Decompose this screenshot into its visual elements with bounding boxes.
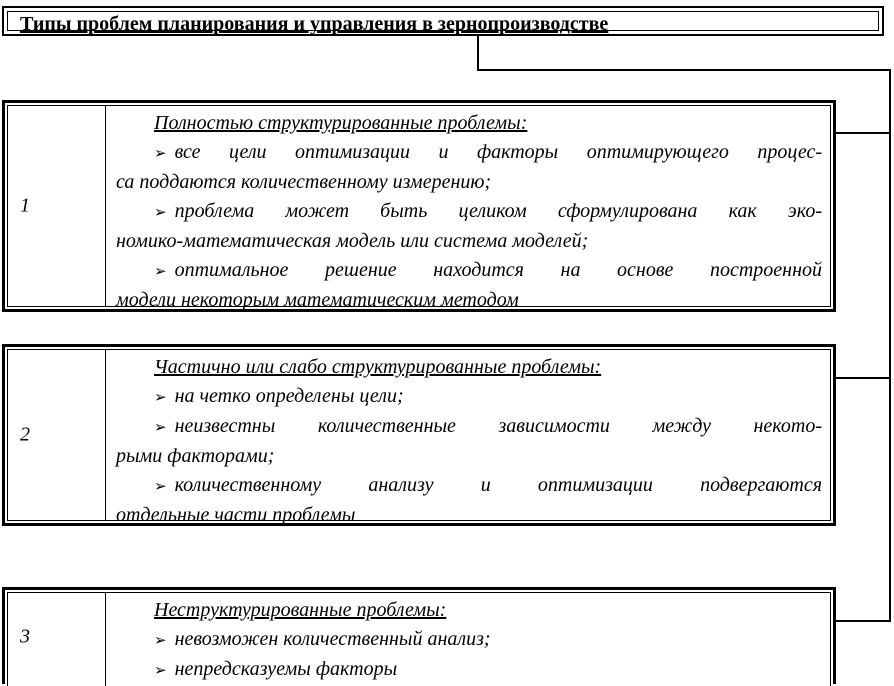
list-item-continuation: рыми факторами; xyxy=(116,445,275,467)
arrow-bullet-icon: ➢ xyxy=(154,144,167,162)
list-item: ➢ количественному анализу и оптимизации подвергаются xyxy=(154,474,822,496)
block-number: 2 xyxy=(20,423,30,446)
block-heading: Частично или слабо структурированные проблемы: xyxy=(154,356,602,378)
problem-type-block-2 xyxy=(2,344,836,526)
block-heading: Полностью структурированные проблемы: xyxy=(154,112,528,134)
title-box xyxy=(2,6,884,36)
list-item-continuation: номико-математическая модель или система моделей; xyxy=(116,230,589,252)
list-item-continuation: модели некоторым математическим методом xyxy=(116,289,519,311)
list-item: ➢ на четко определены цели; xyxy=(154,385,404,407)
connector-line xyxy=(836,620,891,622)
list-item: ➢ неизвестны количественные зависимости между некото- xyxy=(154,415,822,437)
connector-line xyxy=(836,377,891,379)
list-item: ➢ все цели оптимизации и факторы оптимирующего процес- xyxy=(154,141,822,163)
block-content xyxy=(116,353,822,530)
problem-type-block-3 xyxy=(2,587,836,684)
arrow-bullet-icon: ➢ xyxy=(154,477,167,495)
title-inner-frame xyxy=(7,11,879,35)
block-inner-frame xyxy=(7,105,831,311)
problem-type-block-1 xyxy=(2,100,836,312)
number-cell xyxy=(8,350,106,520)
connector-line xyxy=(477,36,479,71)
number-cell xyxy=(8,106,106,306)
arrow-bullet-icon: ➢ xyxy=(154,388,167,406)
connector-line xyxy=(889,69,891,622)
list-item-continuation: отдельные части проблемы xyxy=(116,504,356,526)
number-cell xyxy=(8,593,106,686)
arrow-bullet-icon: ➢ xyxy=(154,262,167,280)
arrow-bullet-icon: ➢ xyxy=(154,631,167,649)
block-number: 3 xyxy=(20,625,30,648)
list-item: ➢ оптимальное решение находится на основе построенной xyxy=(154,259,822,281)
list-item: ➢ проблема может быть целиком сформулирована как эко- xyxy=(154,200,822,222)
arrow-bullet-icon: ➢ xyxy=(154,203,167,221)
connector-line xyxy=(477,69,891,71)
arrow-bullet-icon: ➢ xyxy=(154,418,167,436)
block-number: 1 xyxy=(20,194,30,217)
block-content xyxy=(116,109,822,315)
arrow-bullet-icon: ➢ xyxy=(154,661,167,679)
list-item: ➢ невозможен количественный анализ; xyxy=(154,628,491,650)
diagram-title: Типы проблем планирования и управления в зернопроизводстве xyxy=(20,13,609,35)
block-inner-frame xyxy=(7,592,831,686)
block-inner-frame xyxy=(7,349,831,526)
block-content xyxy=(116,596,822,685)
connector-line xyxy=(836,132,891,134)
list-item-continuation: са поддаются количественному измерению; xyxy=(116,171,492,193)
list-item: ➢ непредсказуемы факторы xyxy=(154,658,398,680)
block-heading: Неструктурированные проблемы: xyxy=(154,599,447,621)
